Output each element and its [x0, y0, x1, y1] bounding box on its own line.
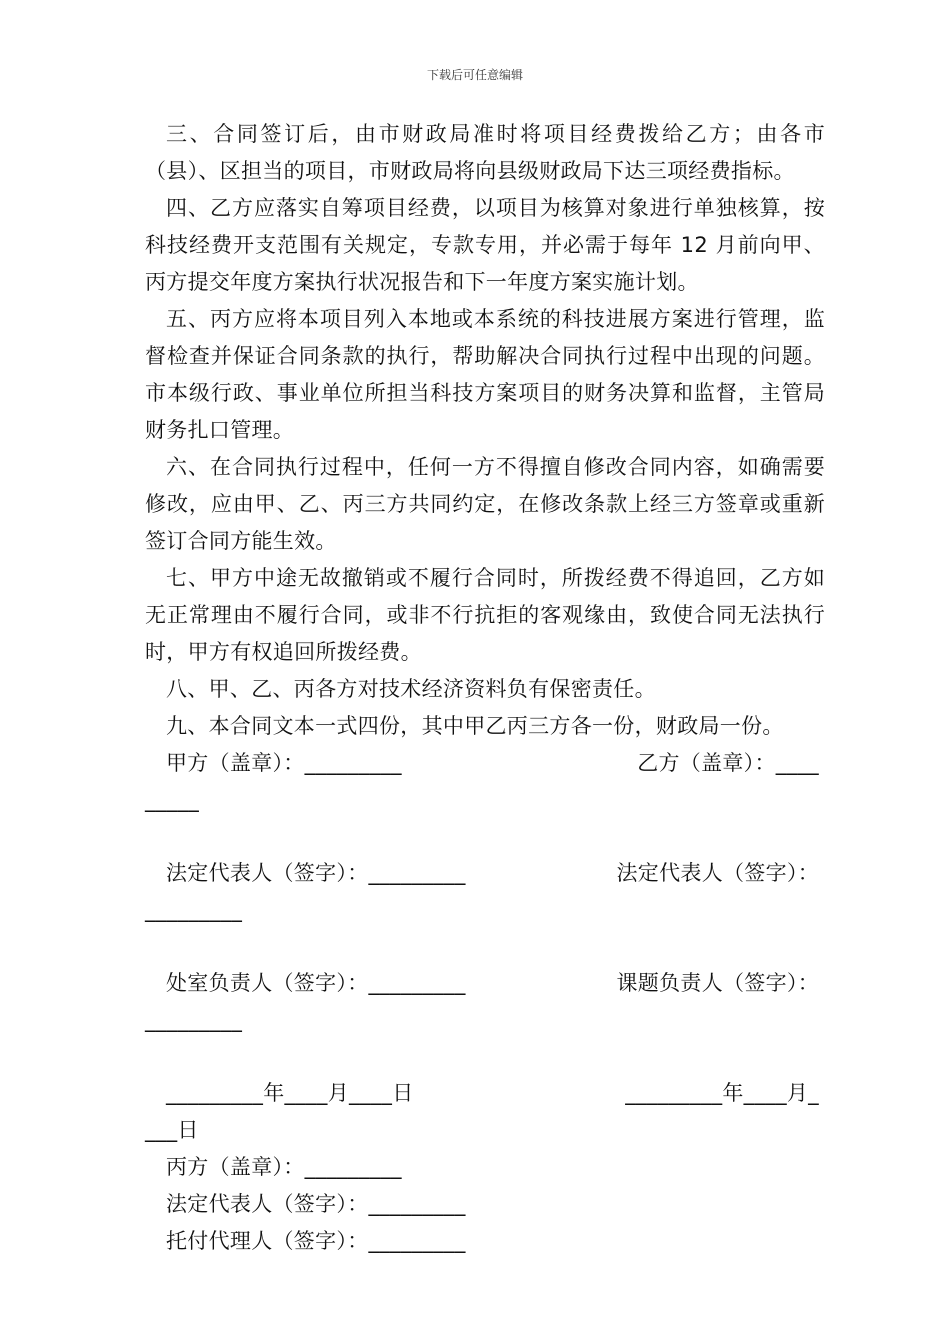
- header-note: 下载后可任意编辑: [426, 68, 523, 82]
- party-a-legal-rep-field: 法定代表人（签字）：_________: [166, 861, 466, 885]
- party-a-seal-field: 甲方（盖章）：_________: [166, 751, 402, 775]
- clause-5: 五、丙方应将本项目列入本地或本系统的科技进展方案进行管理，监督检查并保证合同条款的执行，帮助解决合同执行过程中出现的问题。市本级行政、事业单位所担当科技方案项目的财务决算和监督，主管局财务扎口管理。: [145, 307, 825, 442]
- party-c-agent-field: 托付代理人（签字）：_________: [166, 1229, 466, 1253]
- signature-row-responsible: [145, 965, 825, 1002]
- party-b-date-continuation: ___日: [145, 1118, 199, 1142]
- clause-4: 四、乙方应落实自筹项目经费，以项目为核算对象进行单独核算，按科技经费开支范围有关规定，专款专用，并必需于每年 12 月前向甲、丙方提交年度方案执行状况报告和下一年度方案实施计划。: [145, 196, 825, 294]
- party-b-legal-rep-continuation: _________: [145, 898, 243, 922]
- clause-6: 六、在合同执行过程中，任何一方不得擅自修改合同内容，如确需要修改，应由甲、乙、丙三方共同约定，在修改条款上经三方签章或重新签订合同方能生效。: [145, 455, 825, 553]
- clause-3: 三、合同签订后，由市财政局准时将项目经费拨给乙方；由各市（县）、区担当的项目，市财政局将向县级财政局下达三项经费指标。: [145, 122, 825, 183]
- project-head-continuation: _________: [145, 1008, 243, 1032]
- signature-row-party-seal: [145, 745, 825, 782]
- document-body: [145, 116, 825, 1260]
- clause-7: 七、甲方中途无故撤销或不履行合同时，所拨经费不得追回，乙方如无正常理由不履行合同，或非不行抗拒的客观缘由，致使合同无法执行时，甲方有权追回所拨经费。: [145, 566, 825, 664]
- signature-row-date: [145, 1075, 825, 1112]
- party-a-date-field: _________年____月____日: [166, 1081, 414, 1105]
- party-c-seal-field: 丙方（盖章）：_________: [166, 1155, 402, 1179]
- clause-9: 九、本合同文本一式四份，其中甲乙丙三方各一份，财政局一份。: [166, 714, 784, 738]
- party-b-legal-rep-field: 法定代表人（签字）：: [616, 861, 819, 885]
- office-head-field: 处室负责人（签字）：_________: [166, 971, 466, 995]
- project-head-field: 课题负责人（签字）：: [616, 971, 819, 995]
- party-b-seal-continuation: _____: [145, 788, 199, 812]
- party-c-legal-rep-field: 法定代表人（签字）：_________: [166, 1192, 466, 1216]
- signature-row-legal-rep: [145, 855, 825, 892]
- clause-8: 八、甲、乙、丙各方对技术经济资料负有保密责任。: [166, 677, 656, 701]
- party-b-seal-field: 乙方（盖章）：____: [637, 751, 819, 775]
- signature-block: [145, 745, 825, 1260]
- party-b-date-field: _________年____月_: [625, 1081, 819, 1105]
